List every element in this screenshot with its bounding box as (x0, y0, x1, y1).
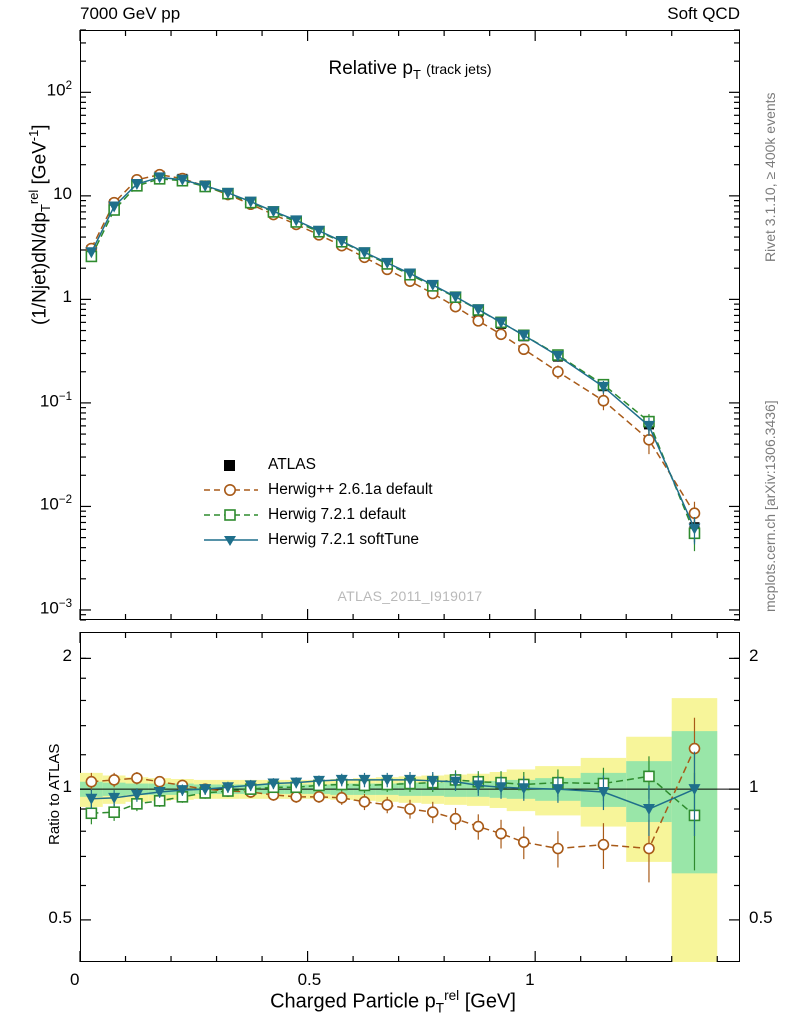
legend-label-2: Herwig 7.2.1 default (268, 505, 406, 523)
legend-label-0: ATLAS (268, 455, 316, 473)
legend-label-1: Herwig++ 2.6.1a default (268, 480, 433, 498)
x-tick-label: 0 (70, 970, 80, 989)
ratio-y-axis-label: Ratio to ATLAS (46, 743, 63, 845)
ratio-tick-label: 1 (62, 777, 72, 797)
x-tick-label: 0.5 (297, 970, 322, 989)
plot-title-paren: (track jets) (426, 61, 492, 77)
x-axis-label: Charged Particle $p_T^{rel}$ [GeV] (270, 988, 516, 1016)
y-tick-label: $10^{-2}$ (39, 494, 72, 515)
header-left-label: 7000 GeV pp (80, 4, 181, 23)
ratio-tick-label: 1 (749, 777, 759, 797)
mcplots-ref-text: mcplots.cern.ch [arXiv:1306.3436] (762, 400, 778, 612)
y-tick-label: $10^2$ (46, 80, 72, 100)
plot-title-sub: T (412, 66, 421, 82)
x-tick-label: 1 (525, 970, 535, 989)
y-tick-label: $10^{-1}$ (39, 390, 72, 411)
header-right-label: Soft QCD (667, 4, 740, 23)
y-tick-label: $10^{-3}$ (39, 597, 72, 618)
ratio-tick-label: 0.5 (749, 907, 773, 927)
y-axis-label: $(1/Njet)dN/dp_T^{rel}$ [GeV$^{-1}$] (26, 124, 54, 325)
y-tick-label: 10 (53, 183, 72, 203)
rivet-version-text: Rivet 3.1.10, ≥ 400k events (762, 92, 778, 262)
ratio-tick-label: 2 (749, 646, 759, 666)
ratio-tick-label: 0.5 (48, 907, 72, 927)
plot-title-main: Relative p (328, 58, 413, 79)
ratio-tick-label: 2 (62, 646, 72, 666)
legend-label-3: Herwig 7.2.1 softTune (268, 530, 420, 548)
analysis-watermark: ATLAS_2011_I919017 (337, 588, 483, 604)
y-tick-label: 1 (62, 287, 72, 307)
